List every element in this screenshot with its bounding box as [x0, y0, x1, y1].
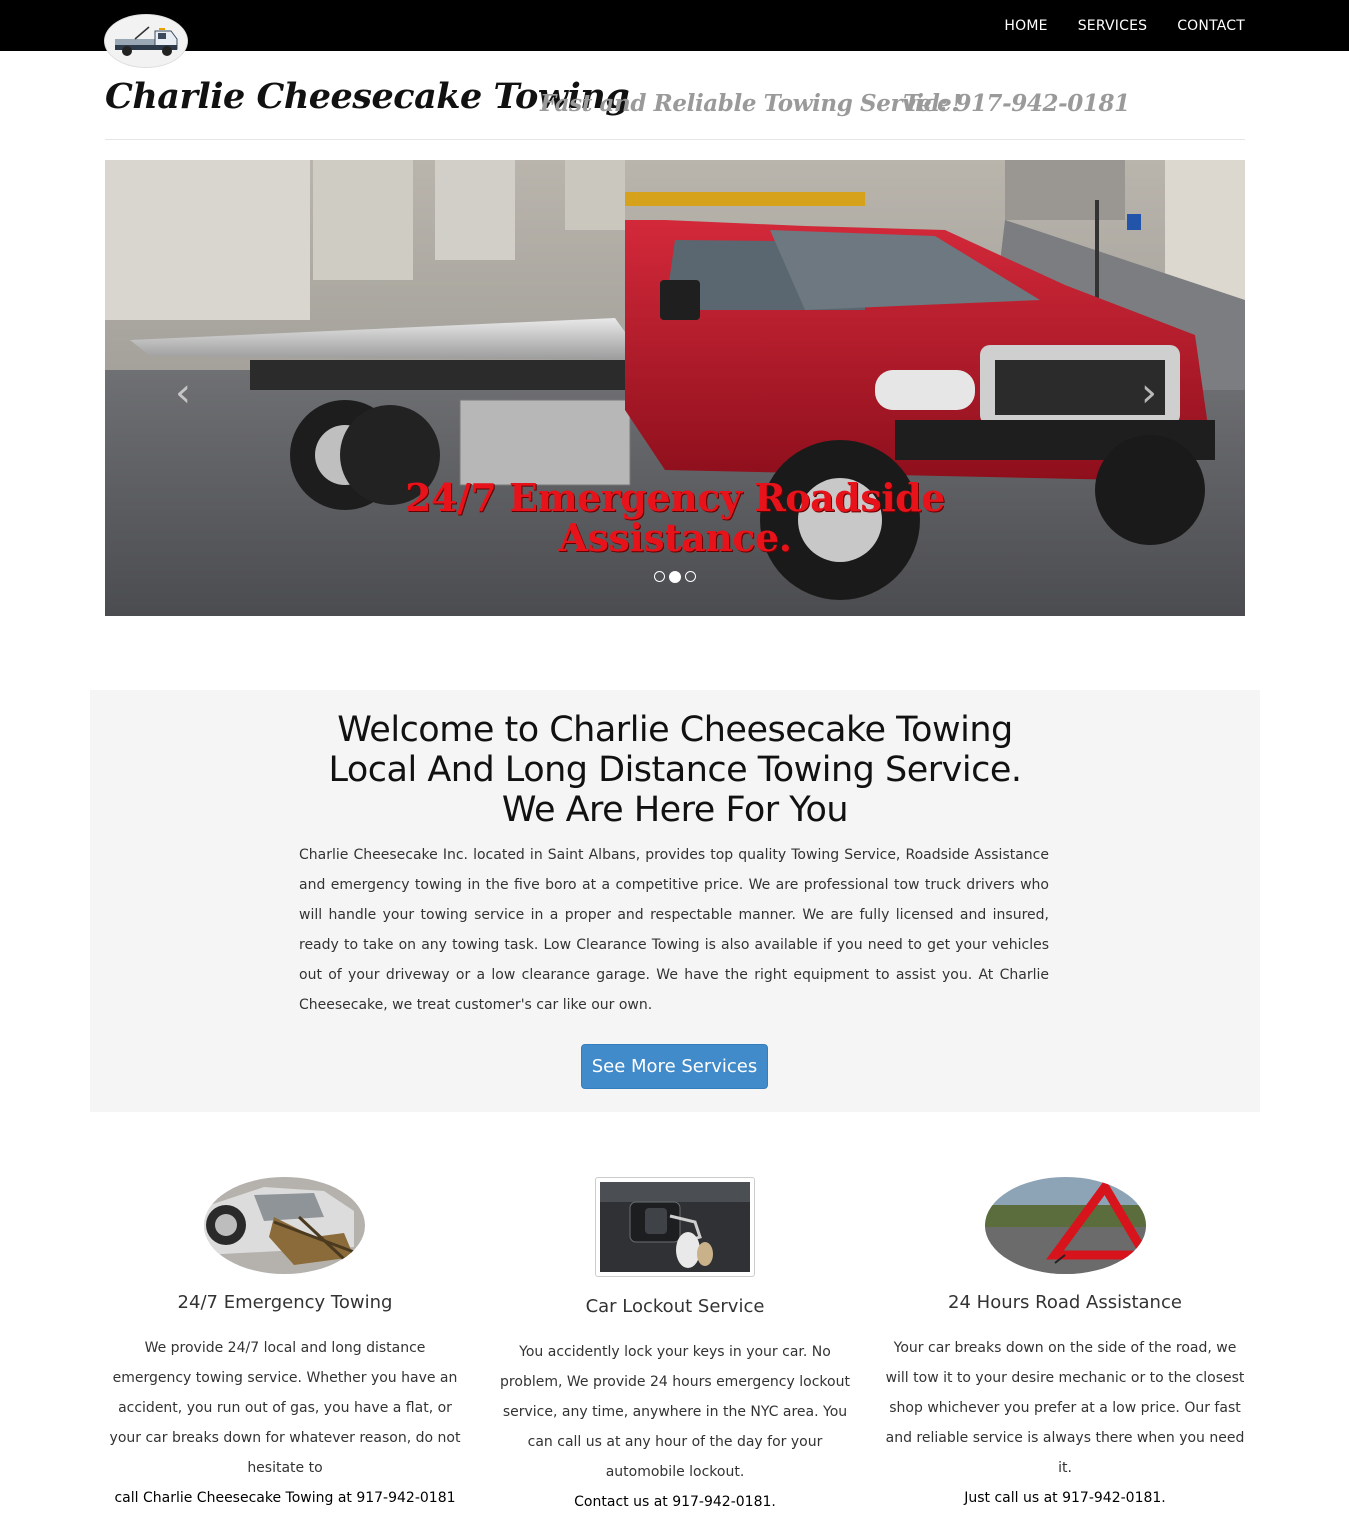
- service-road-assistance-image: [985, 1177, 1146, 1274]
- top-navbar: [0, 0, 1349, 51]
- service-contact-suffix: .: [771, 1494, 776, 1510]
- service-lockout-image: [595, 1177, 755, 1277]
- service-contact-suffix: .: [1161, 1490, 1166, 1506]
- service-desc: Your car breaks down on the side of the road, we will tow it to your desire mechanic or to the closest shop whichever you prefer at a low price. Our fast and reliable service is always there when you need it.: [885, 1340, 1245, 1476]
- carousel-dot-2[interactable]: [669, 571, 681, 583]
- welcome-section: [90, 690, 1260, 1112]
- service-contact: [884, 1483, 1246, 1513]
- service-contact-text[interactable]: call Charlie Cheesecake Towing at 917-942-0181: [114, 1490, 456, 1506]
- carousel-prev-icon[interactable]: ‹: [175, 370, 191, 416]
- welcome-heading-line-2: Local And Long Distance Towing Service.: [328, 750, 1022, 790]
- carousel-indicators: [654, 571, 696, 583]
- see-more-services-button[interactable]: See More Services: [581, 1044, 768, 1089]
- hero-carousel: [105, 160, 1245, 616]
- carousel-caption: [105, 475, 1245, 560]
- nav-services-link[interactable]: SERVICES: [1077, 17, 1148, 34]
- logo-tow-truck[interactable]: [104, 14, 188, 68]
- nav-contact-link[interactable]: CONTACT: [1177, 17, 1245, 34]
- service-title: Car Lockout Service: [585, 1296, 765, 1317]
- caption-line-1: 24/7 Emergency Roadside: [405, 475, 945, 520]
- service-contact: [104, 1483, 466, 1513]
- service-road-assistance: [884, 1292, 1246, 1513]
- brand-header: [105, 76, 1245, 140]
- main-nav: [1004, 0, 1245, 51]
- service-desc: You accidently lock your keys in your car. No problem, We provide 24 hours emergency lockout service, any time, anywhere in the NYC area. You can call us at any hour of the day for your automobile lockout.: [500, 1344, 850, 1480]
- welcome-heading-line-3: We Are Here For You: [501, 790, 849, 830]
- service-title: 24 Hours Road Assistance: [948, 1292, 1182, 1313]
- carousel-dot-1[interactable]: [654, 571, 665, 582]
- service-title: 24/7 Emergency Towing: [177, 1292, 393, 1313]
- nav-home-link[interactable]: HOME: [1004, 17, 1048, 34]
- service-contact-text[interactable]: Contact us at 917-942-0181: [574, 1494, 772, 1510]
- carousel-dot-3[interactable]: [685, 571, 696, 582]
- brand-tagline: Fast and Reliable Towing Service!: [540, 90, 962, 117]
- brand-phone: Tel: 917-942-0181: [903, 90, 1130, 117]
- welcome-heading: [90, 710, 1260, 830]
- service-desc: We provide 24/7 local and long distance emergency towing service. Whether you have an accident, you run out of gas, you have a flat, or your car breaks down for whatever reason, do not hesitate to: [109, 1340, 461, 1476]
- service-towing-image: [204, 1177, 365, 1274]
- carousel-next-icon[interactable]: ›: [1141, 370, 1157, 416]
- service-contact-text[interactable]: Just call us at 917-942-0181: [964, 1490, 1162, 1506]
- welcome-body: Charlie Cheesecake Inc. located in Saint Albans, provides top quality Towing Service, Roadside Assistance and emergency towing in the five boro at a competitive price. We are professional tow truck drivers who will handle your towing service in a proper and respectable manner. We are fully licensed and insured, ready to take on any towing task. Low Clearance Towing is also available if you need to get your vehicles out of your driveway or a low clearance garage. We have the right equipment to assist you. At Charlie Cheesecake, we treat customer's car like our own.: [299, 847, 1049, 1013]
- welcome-heading-line-1: Welcome to Charlie Cheesecake Towing: [337, 710, 1013, 750]
- service-towing: [104, 1292, 466, 1513]
- caption-line-2: Assistance.: [558, 515, 792, 560]
- brand-title[interactable]: Charlie Cheesecake Towing: [105, 76, 630, 117]
- service-contact: [494, 1487, 856, 1517]
- service-lockout: [494, 1296, 856, 1517]
